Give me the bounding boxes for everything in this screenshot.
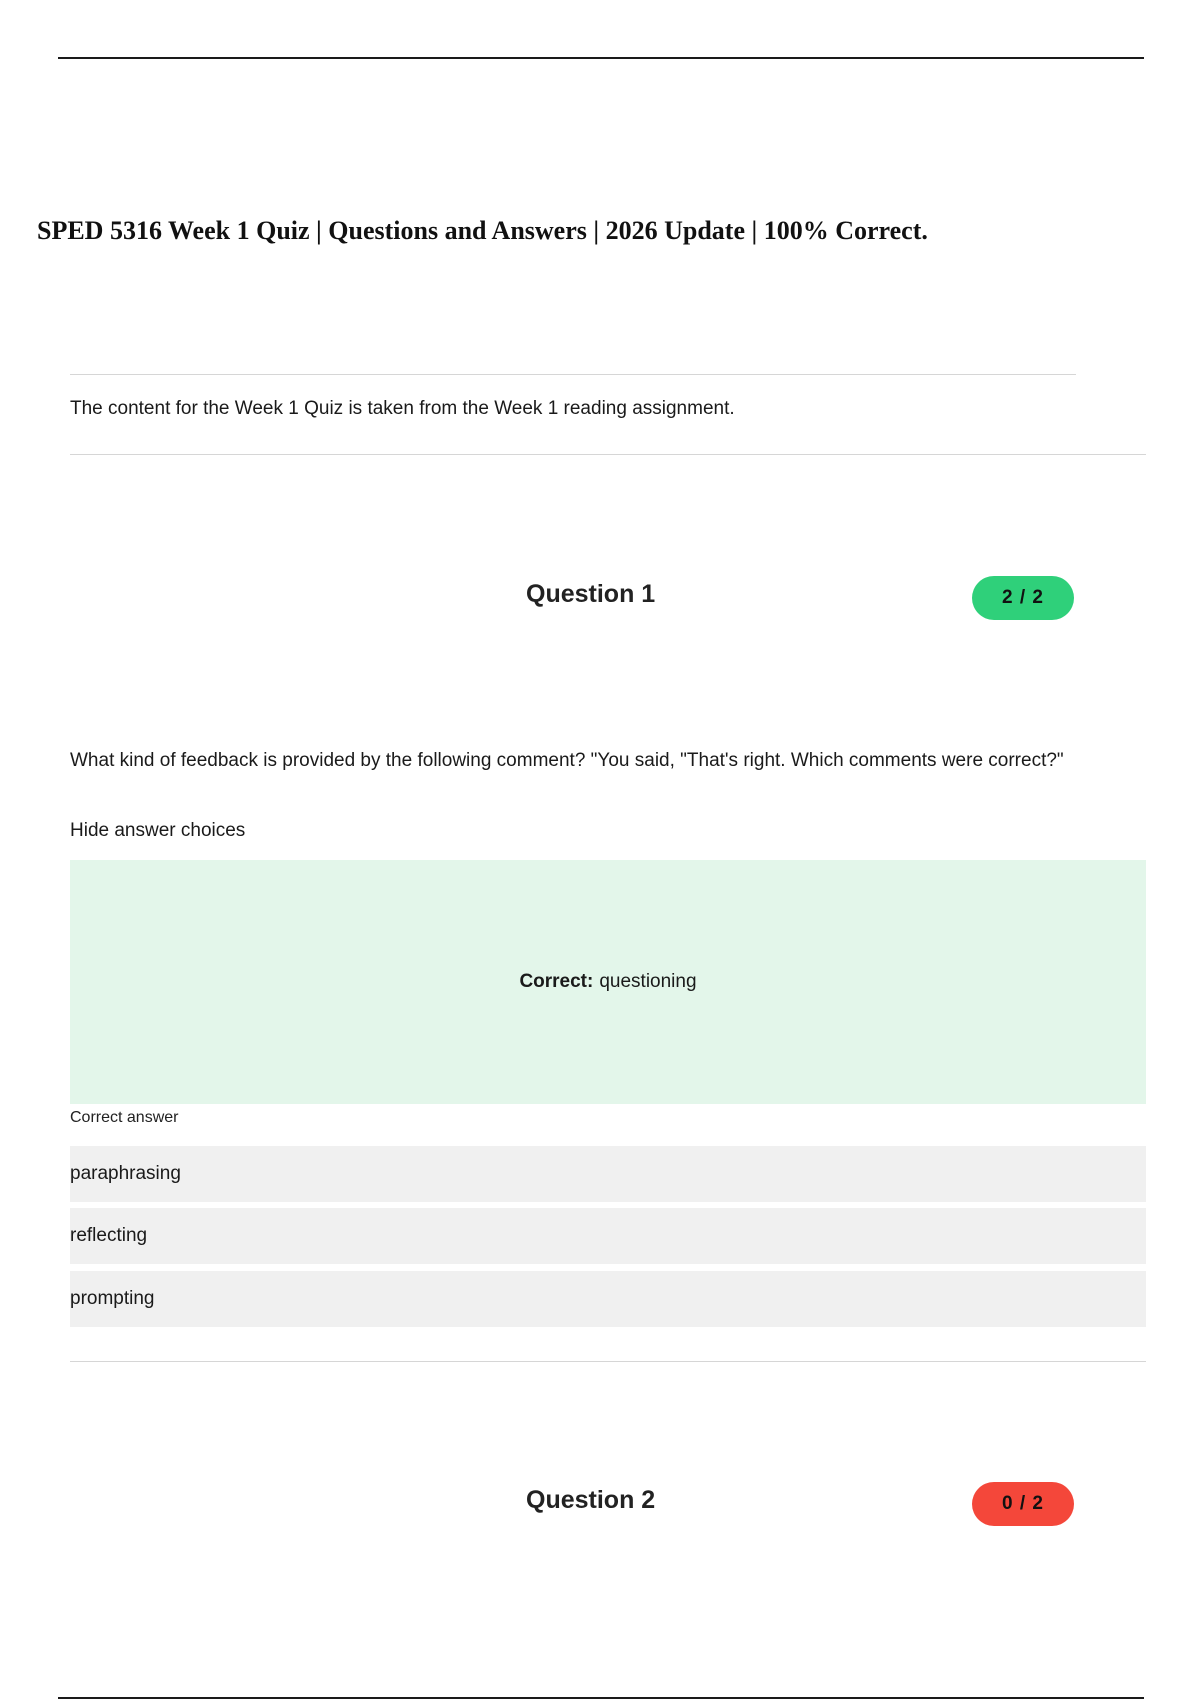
footer-rule [58, 1697, 1144, 1699]
divider [70, 374, 1076, 375]
intro-text: The content for the Week 1 Quiz is taken from the Week 1 reading assignment. [70, 398, 735, 419]
header-rule [58, 57, 1144, 59]
question-text: What kind of feedback is provided by the following comment? "You said, "That's right. Which comments were correct?" [70, 750, 1064, 771]
divider [70, 1361, 1146, 1362]
score-badge: 0 / 2 [972, 1482, 1074, 1526]
hide-answer-choices-link[interactable]: Hide answer choices [70, 820, 246, 841]
correct-prefix: Correct: [519, 971, 594, 992]
correct-answer-label: Correct answer [70, 1109, 179, 1126]
question-title: Question 2 [526, 1486, 656, 1514]
answer-choice[interactable]: prompting [70, 1271, 1146, 1327]
correct-answer-box [70, 860, 1146, 1104]
answer-choice[interactable]: paraphrasing [70, 1146, 1146, 1202]
divider [70, 454, 1146, 455]
answer-choice[interactable]: reflecting [70, 1208, 1146, 1264]
document-title: SPED 5316 Week 1 Quiz | Questions and Answers | 2026 Update | 100% Correct. [37, 216, 928, 245]
score-badge: 2 / 2 [972, 576, 1074, 620]
correct-value: questioning [599, 971, 697, 992]
question-title: Question 1 [526, 580, 656, 608]
